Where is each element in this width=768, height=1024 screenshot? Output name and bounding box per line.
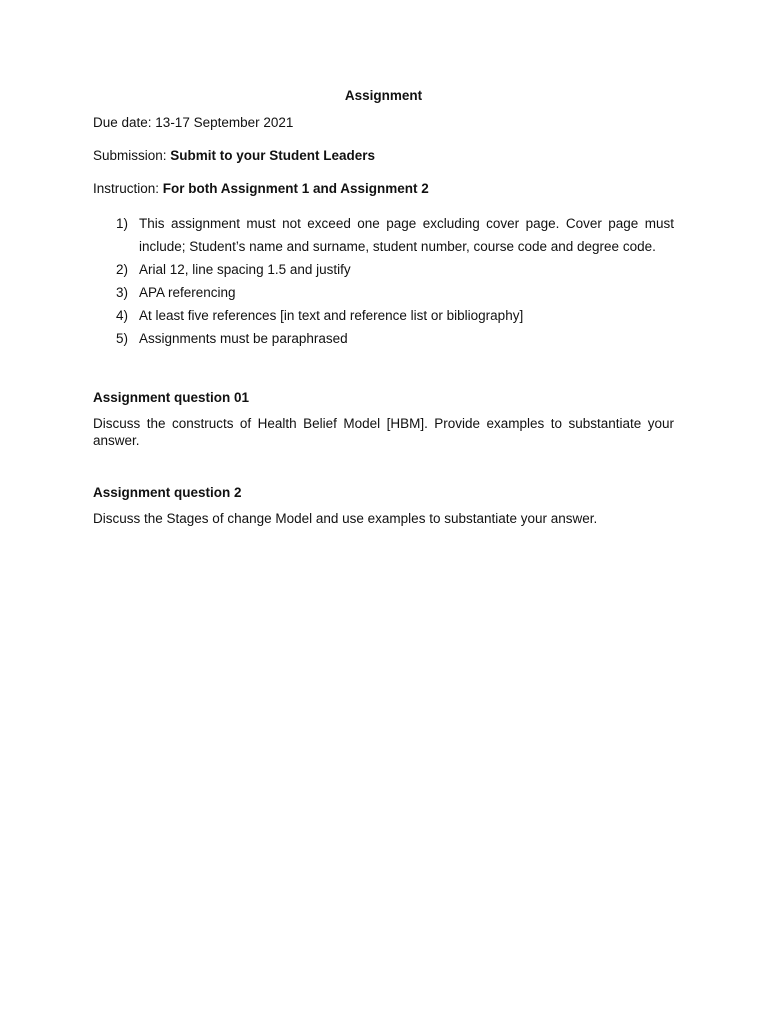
due-date-value: 13-17 September 2021 xyxy=(155,115,294,130)
list-item-text: APA referencing xyxy=(139,285,236,300)
list-item xyxy=(93,304,674,327)
list-item-number: 1) xyxy=(116,216,129,231)
question-2-heading: Assignment question 2 xyxy=(93,485,242,500)
list-item-number: 2) xyxy=(116,262,129,277)
question-1-heading: Assignment question 01 xyxy=(93,390,250,405)
list-item-text: Arial 12, line spacing 1.5 and justify xyxy=(139,262,351,277)
document-title: Assignment xyxy=(344,88,423,103)
instruction-label: Instruction: xyxy=(93,181,163,196)
due-date-label: Due date: xyxy=(93,115,156,130)
list-item xyxy=(93,212,674,258)
rules-list xyxy=(93,212,674,350)
list-item xyxy=(93,281,674,304)
list-item-text: At least five references [in text and reference list or bibliography] xyxy=(139,308,524,323)
question-1-body: Discuss the constructs of Health Belief Model [HBM]. Provide examples to substantiate your answer. xyxy=(93,416,674,448)
document-page xyxy=(93,86,674,527)
list-item-number: 3) xyxy=(116,285,129,300)
submission-line xyxy=(93,146,674,165)
submission-label: Submission: xyxy=(93,148,171,163)
submission-value: Submit to your Student Leaders xyxy=(170,148,376,163)
question-2-body: Discuss the Stages of change Model and use examples to substantiate your answer. xyxy=(93,511,598,526)
instruction-line xyxy=(93,179,674,198)
list-item-text: Assignments must be paraphrased xyxy=(139,331,348,346)
due-date-line xyxy=(93,113,674,132)
list-item xyxy=(93,258,674,281)
list-item-number: 4) xyxy=(116,308,129,323)
list-item-text: This assignment must not exceed one page excluding cover page. Cover page must include; Student’s name and surname, student number, course code and degree code. xyxy=(139,216,674,254)
list-item-number: 5) xyxy=(116,331,129,346)
list-item xyxy=(93,327,674,350)
instruction-value: For both Assignment 1 and Assignment 2 xyxy=(162,181,429,196)
